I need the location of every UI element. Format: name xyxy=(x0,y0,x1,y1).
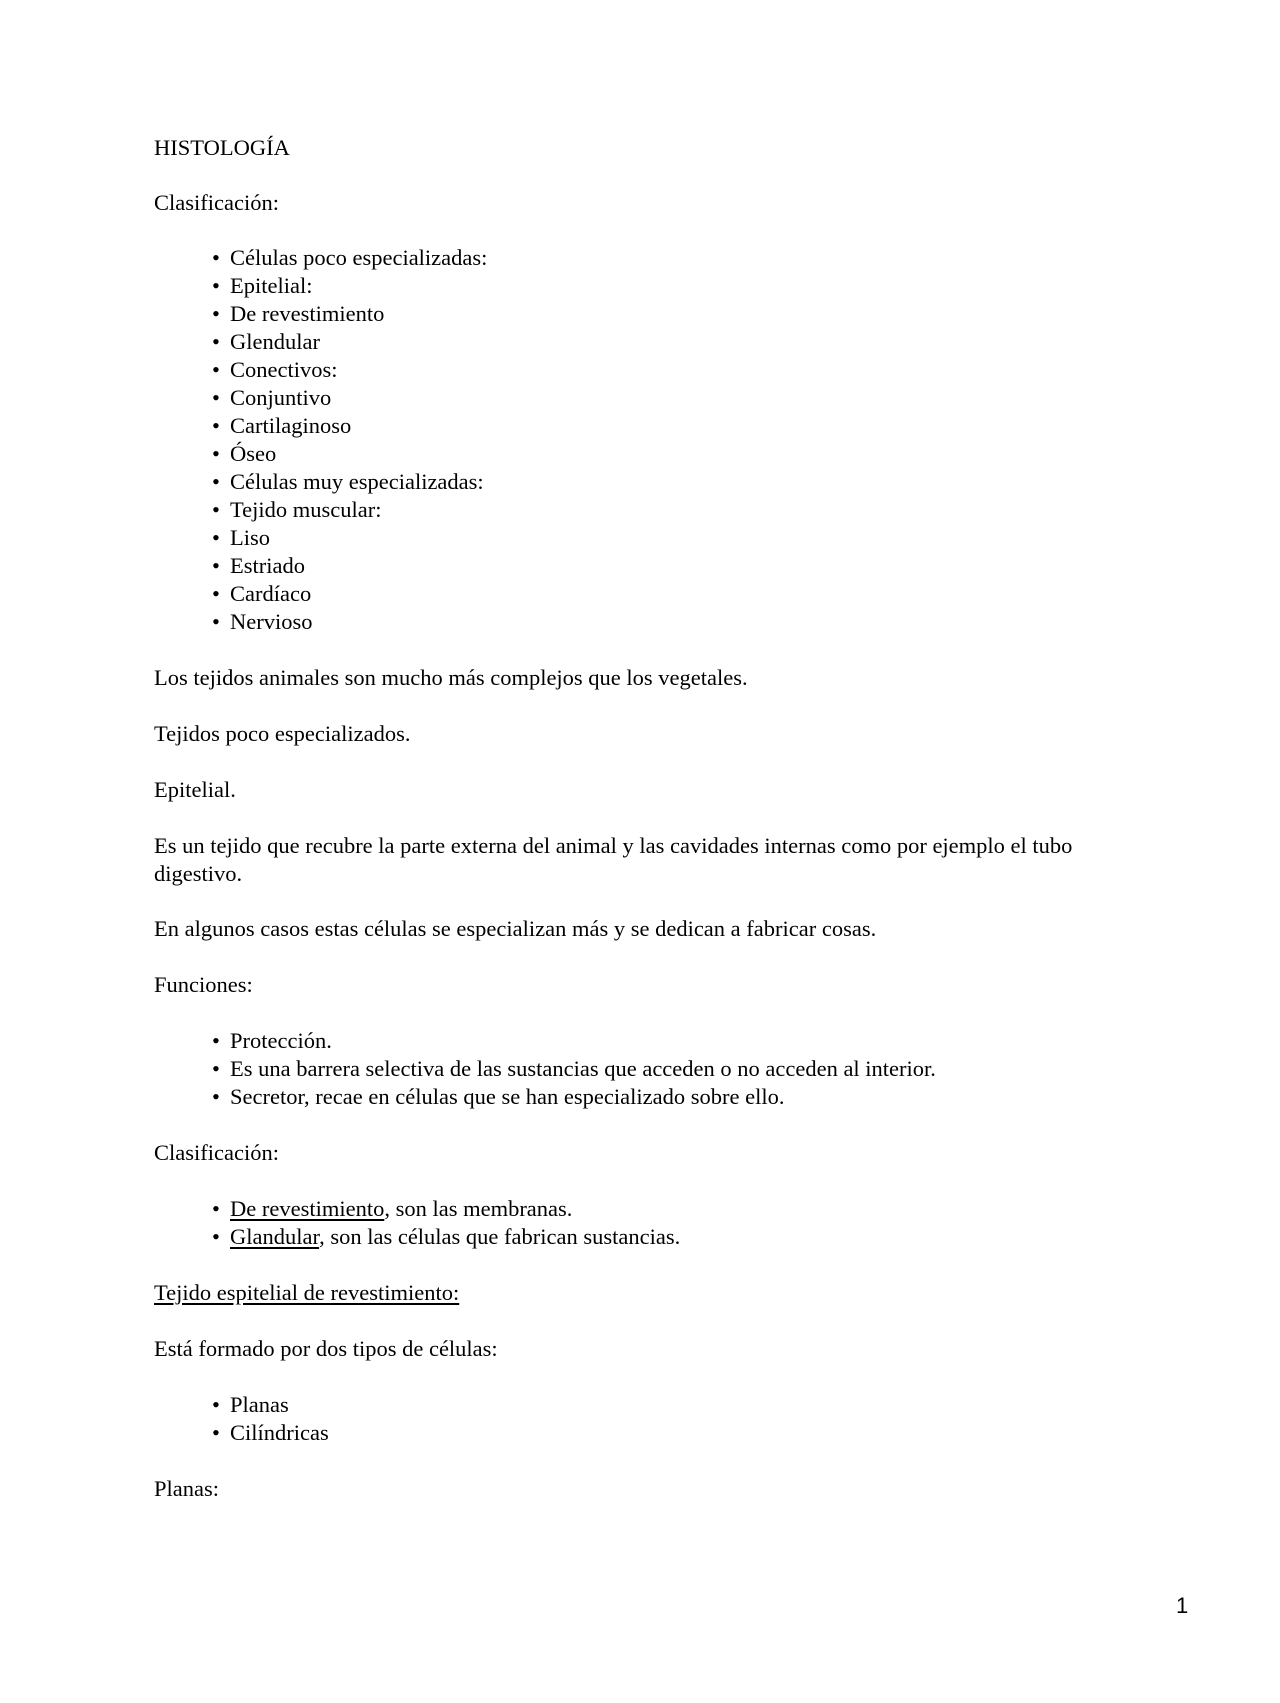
list-item: • Óseo xyxy=(212,441,277,466)
bullet: • xyxy=(212,413,220,438)
bullet: • xyxy=(212,441,220,466)
funciones-heading: Funciones: xyxy=(154,972,253,997)
bullet: • xyxy=(212,1224,220,1249)
bullet: • xyxy=(212,553,220,578)
bullet: • xyxy=(212,357,220,382)
classification-heading: Clasificación: xyxy=(154,190,279,215)
bullet: • xyxy=(212,1420,220,1445)
bullet: • xyxy=(212,245,220,270)
intro-paragraph: Los tejidos animales son mucho más complejos que los vegetales. xyxy=(154,665,748,690)
list-item: • Secretor, recae en células que se han especializado sobre ello. xyxy=(212,1084,785,1109)
bullet: • xyxy=(212,329,220,354)
bullet: • xyxy=(212,273,220,298)
bullet: • xyxy=(212,525,220,550)
list-item: • Glandular, son las células que fabrican sustancias. xyxy=(212,1224,681,1249)
bullet: • xyxy=(212,1056,220,1081)
bullet: • xyxy=(212,385,220,410)
list-item: • Epitelial: xyxy=(212,273,313,298)
list-item: • Nervioso xyxy=(212,609,313,634)
tipos-paragraph: Está formado por dos tipos de células: xyxy=(154,1336,498,1361)
epitelial-heading: Epitelial. xyxy=(154,777,236,802)
list-item: • Células poco especializadas: xyxy=(212,245,488,270)
bullet: • xyxy=(212,581,220,606)
planas-heading: Planas: xyxy=(154,1476,219,1501)
list-item: • Células muy especializadas: xyxy=(212,469,484,494)
bullet: • xyxy=(212,1084,220,1109)
list-item: • Es una barrera selectiva de las sustancias que acceden o no acceden al interior. xyxy=(212,1056,936,1081)
list-item: • Cardíaco xyxy=(212,581,312,606)
especializan-paragraph: En algunos casos estas células se especializan más y se dedican a fabricar cosas. xyxy=(154,916,877,941)
classification2-heading: Clasificación: xyxy=(154,1140,279,1165)
list-item: • Conectivos: xyxy=(212,357,338,382)
page-number: 1 xyxy=(1176,1593,1189,1618)
underlined-term: De revestimiento xyxy=(230,1196,385,1221)
list-item: • Tejido muscular: xyxy=(212,497,382,522)
bullet: • xyxy=(212,497,220,522)
list-item: • De revestimiento xyxy=(212,301,385,326)
underlined-term: Glandular xyxy=(230,1224,320,1249)
bullet: • xyxy=(212,1392,220,1417)
list-item: • Cartilaginoso xyxy=(212,413,352,438)
list-item: • Planas xyxy=(212,1392,289,1417)
list-item: • Conjuntivo xyxy=(212,385,332,410)
list-item: • Liso xyxy=(212,525,271,550)
epitelial-paragraph: Es un tejido que recubre la parte externa del animal y las cavidades internas como por ejemplo el tubo digestivo. xyxy=(154,833,1073,886)
list-item: • Cilíndricas xyxy=(212,1420,329,1445)
bullet: • xyxy=(212,609,220,634)
revestimiento-heading: Tejido espitelial de revestimiento: xyxy=(154,1280,460,1305)
bullet: • xyxy=(212,1028,220,1053)
list-item: • Protección. xyxy=(212,1028,332,1053)
list-item: • Estriado xyxy=(212,553,305,578)
bullet: • xyxy=(212,469,220,494)
bullet: • xyxy=(212,1196,220,1221)
bullet: • xyxy=(212,301,220,326)
poco-heading: Tejidos poco especializados. xyxy=(154,721,411,746)
list-item: • De revestimiento, son las membranas. xyxy=(212,1196,573,1221)
list-item: • Glendular xyxy=(212,329,320,354)
document-title: HISTOLOGÍA xyxy=(154,135,290,160)
